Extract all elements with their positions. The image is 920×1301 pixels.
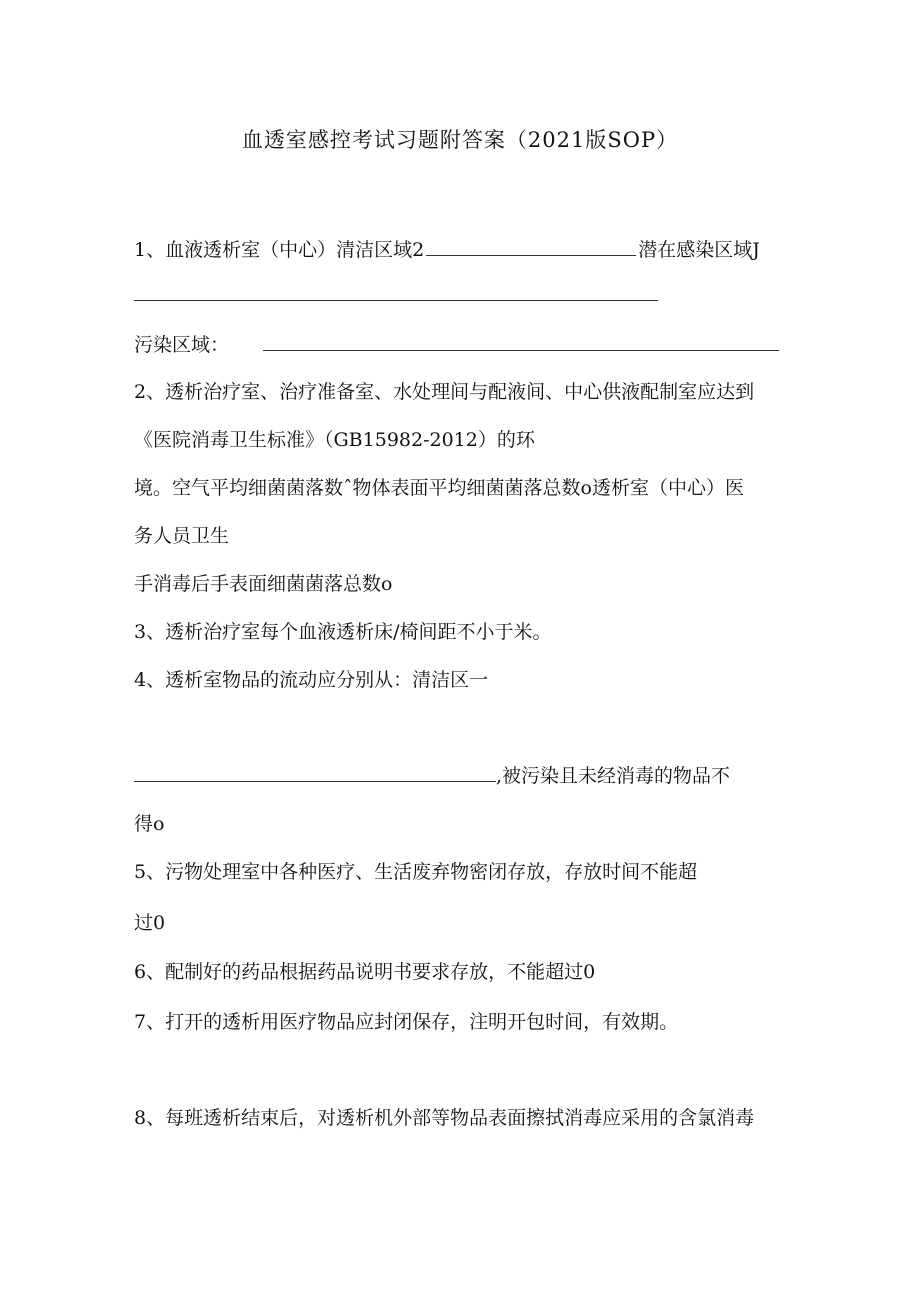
q1-line1 bbox=[134, 238, 760, 262]
q6-line1: 6、配制好的药品根据药品说明书要求存放，不能超过0 bbox=[134, 961, 596, 983]
q7-line1: 7、打开的透析用医疗物品应封闭保存，注明开包时间，有效期。 bbox=[134, 1011, 679, 1033]
q5-line1: 5、污物处理室中各种医疗、生活废弃物密闭存放，存放时间不能超 bbox=[134, 861, 698, 883]
q1-text-a: 1、血液透析室（中心）清洁区域2 bbox=[134, 239, 425, 261]
q5-line2: 过0 bbox=[134, 912, 166, 934]
q1-blank-1[interactable] bbox=[426, 238, 636, 256]
q1-blank-2[interactable] bbox=[134, 300, 658, 301]
q4-line3: 得o bbox=[134, 813, 165, 835]
q4-line2 bbox=[134, 764, 730, 788]
q3-line1: 3、透析治疗室每个血液透析床/椅间距不小于米。 bbox=[134, 621, 552, 643]
q2-line3: 境。空气平均细菌菌落数ˆ物体表面平均细菌菌落总数o透析室（中心）医 bbox=[134, 477, 744, 499]
q4-line1: 4、透析室物品的流动应分别从：清洁区一 bbox=[134, 669, 489, 691]
q8-line1: 8、每班透析结束后，对透析机外部等物品表面擦拭消毒应采用的含氯消毒 bbox=[134, 1107, 755, 1129]
q1-text-b: 潜在感染区域J bbox=[638, 239, 760, 261]
q4-line2-suffix: ,被污染且未经消毒的物品不 bbox=[496, 765, 731, 787]
q1-line3 bbox=[134, 333, 779, 357]
q4-blank-1[interactable] bbox=[134, 764, 496, 782]
q2-line1: 2、透析治疗室、治疗准备室、水处理间与配液间、中心供液配制室应达到 bbox=[134, 381, 755, 403]
q1-text-c: 污染区域： bbox=[134, 334, 230, 356]
q2-line2: 《医院消毒卫生标准》（GB15982-2012）的环 bbox=[134, 429, 535, 451]
document-title: 血透室感控考试习题附答案（2021版SOP） bbox=[241, 128, 679, 152]
q1-blank-3[interactable] bbox=[263, 333, 779, 351]
q2-line4: 务人员卫生 bbox=[134, 525, 230, 547]
q2-line5: 手消毒后手表面细菌菌落总数o bbox=[134, 573, 393, 595]
